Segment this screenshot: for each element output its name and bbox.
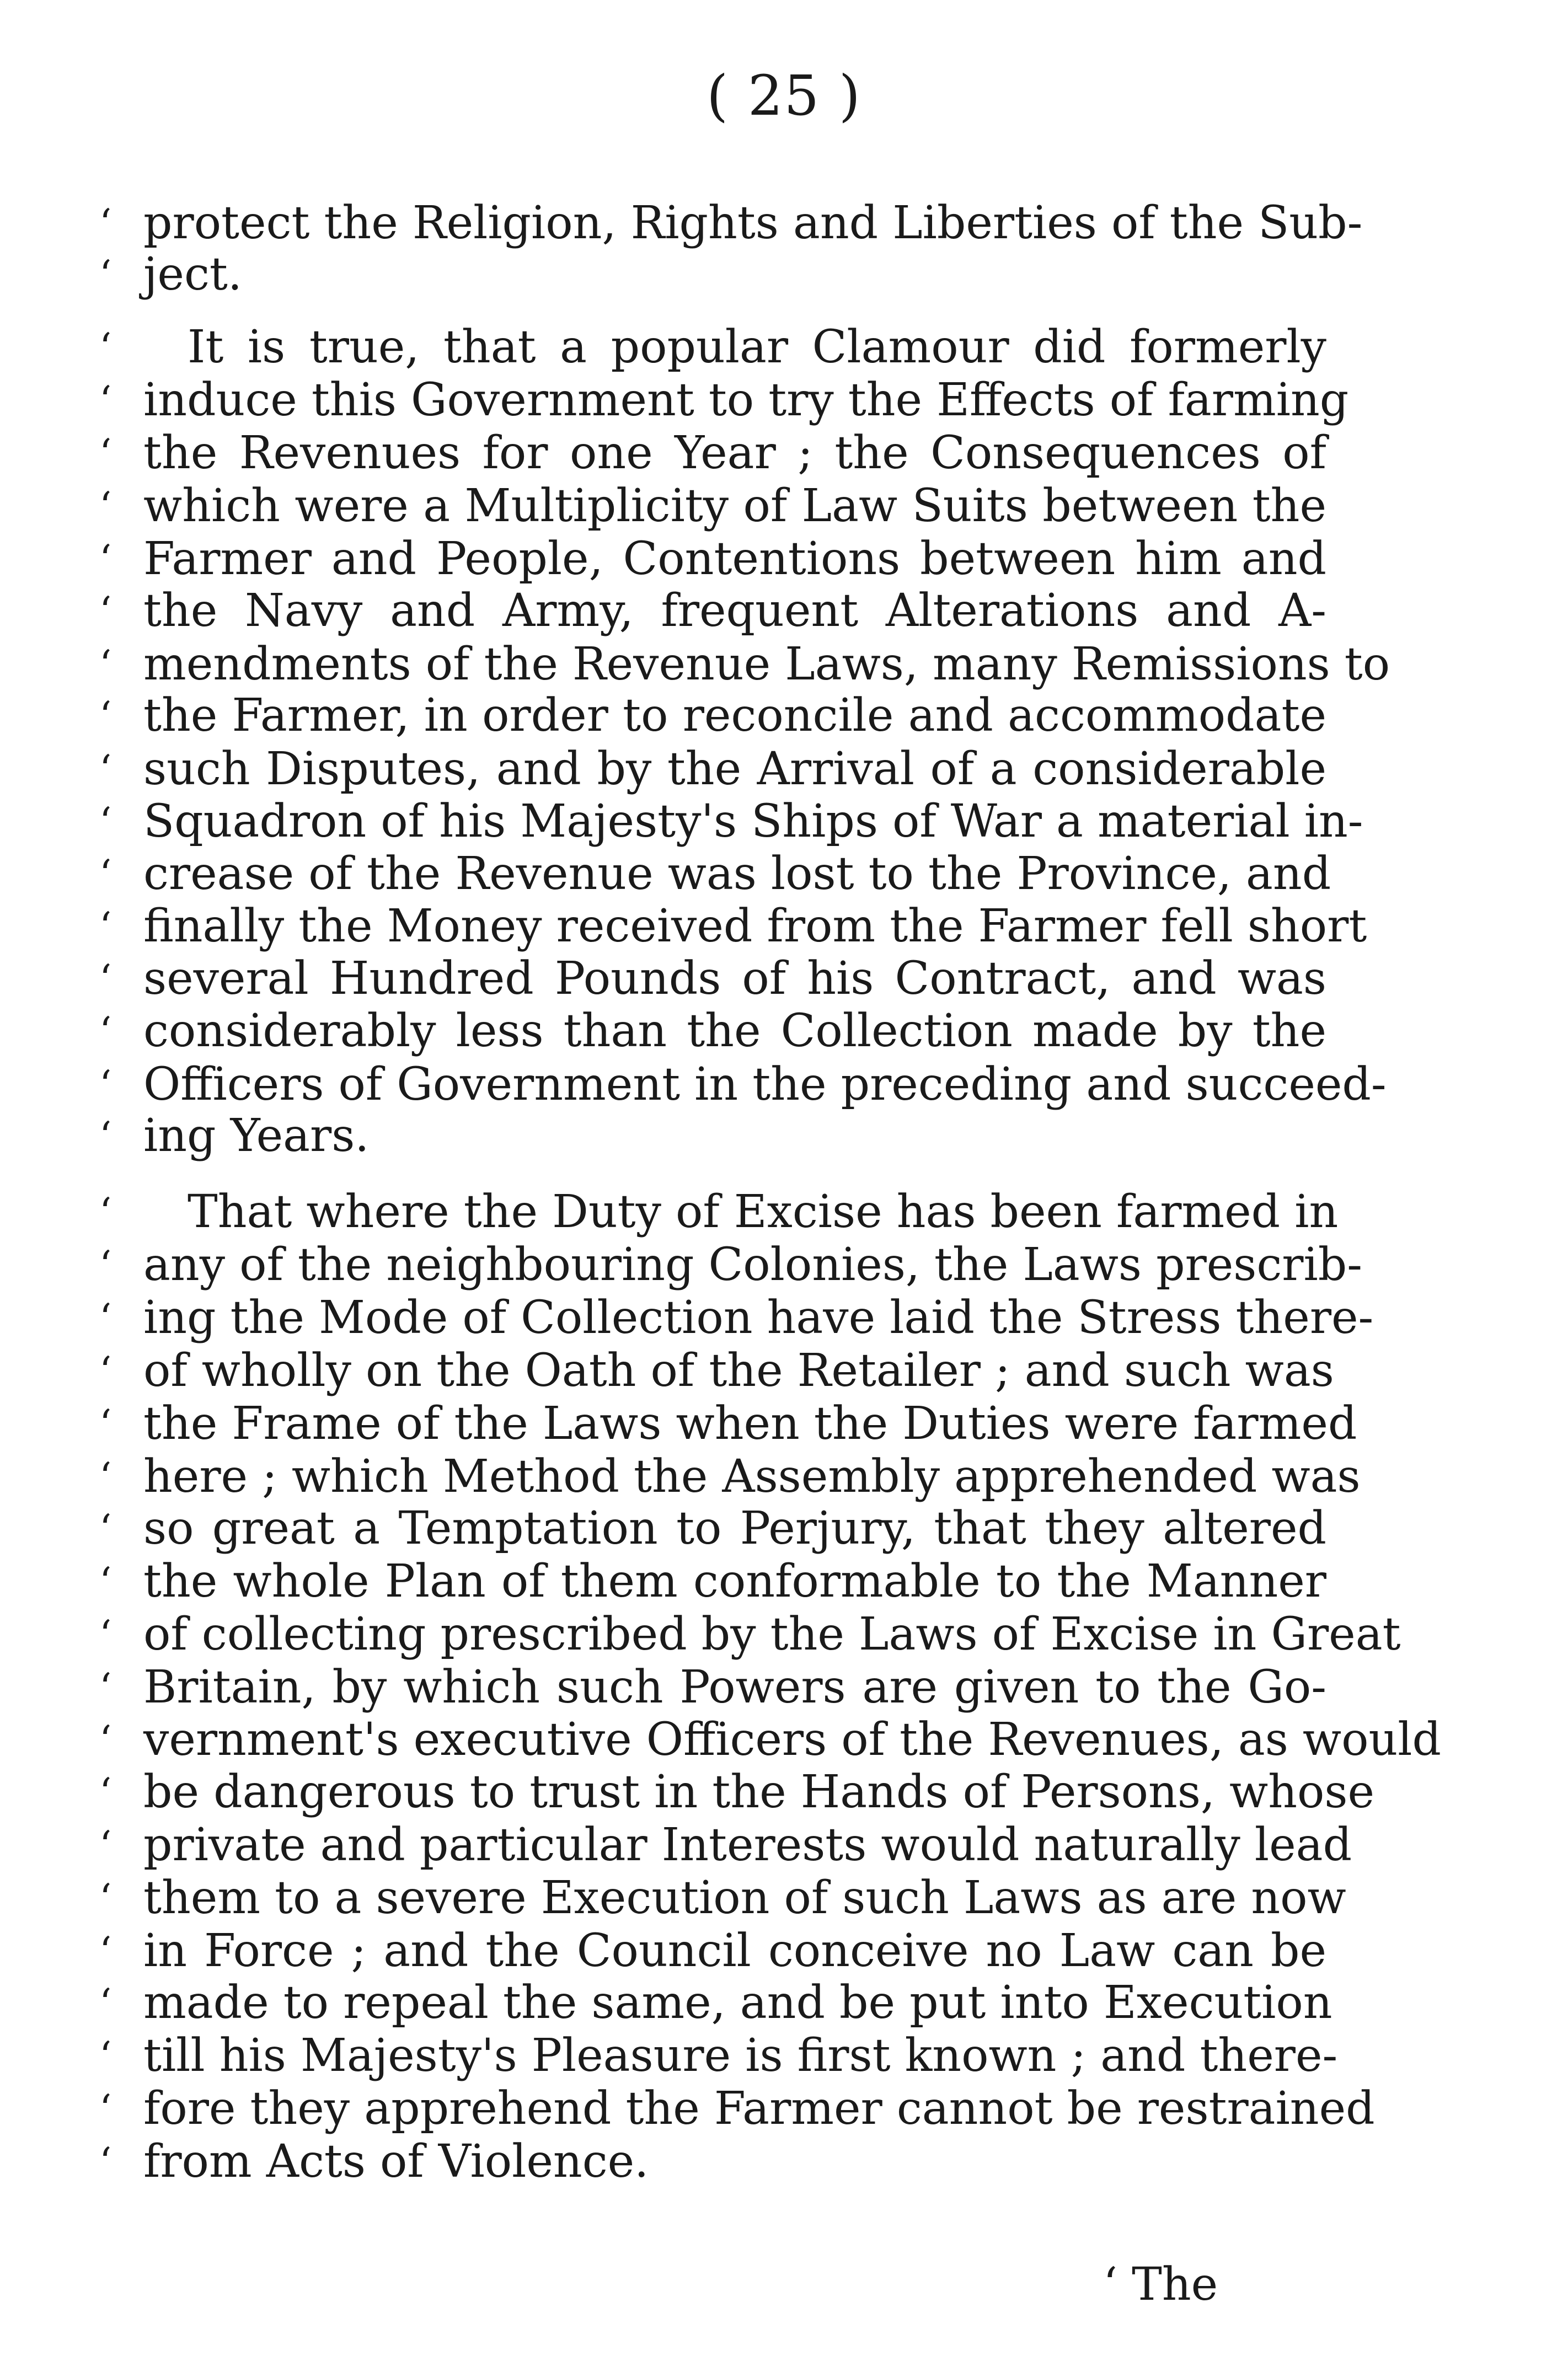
quote-mark: ‘ xyxy=(99,1295,112,1341)
line-text: from Acts of Violence. xyxy=(143,2135,649,2188)
quote-mark: ‘ xyxy=(99,537,112,582)
text-line xyxy=(99,1004,1495,1059)
text-line xyxy=(99,1765,1495,1820)
quote-mark: ‘ xyxy=(99,1559,112,1604)
line-text: in Force ; and the Council conceive no Law can be xyxy=(143,1925,1326,1977)
text-line xyxy=(99,1185,1495,1240)
text-line xyxy=(99,951,1495,1006)
catchword: ‘ The xyxy=(1103,2258,1218,2311)
quote-mark: ‘ xyxy=(99,1929,112,1974)
text-line xyxy=(99,583,1495,639)
text-line xyxy=(99,479,1495,534)
text-line xyxy=(99,637,1495,692)
line-text: Squadron of his Majesty's Ships of War a material in- xyxy=(143,795,1363,848)
text-line xyxy=(99,899,1495,954)
line-text: That where the Duty of Excise has been farmed in xyxy=(188,1186,1339,1238)
quote-mark: ‘ xyxy=(99,799,112,844)
text-line xyxy=(99,2028,1495,2084)
text-line xyxy=(99,1871,1495,1926)
text-line xyxy=(99,1238,1495,1293)
quote-mark: ‘ xyxy=(99,904,112,949)
quote-mark: ‘ xyxy=(99,252,112,297)
quote-mark: ‘ xyxy=(99,1717,112,1763)
quote-mark: ‘ xyxy=(99,1770,112,1815)
text-line xyxy=(99,794,1495,849)
text-line xyxy=(99,1818,1495,1873)
text-line xyxy=(99,2081,1495,2137)
quote-mark: ‘ xyxy=(99,1612,112,1657)
line-text: ject. xyxy=(143,248,242,301)
quote-mark: ‘ xyxy=(99,852,112,897)
text-line xyxy=(99,1501,1495,1556)
line-text: Britain, by which such Powers are given to the Go- xyxy=(143,1661,1326,1714)
line-text: here ; which Method the Assembly apprehended was xyxy=(143,1450,1361,1503)
line-text: protect the Religion, Rights and Liberties of the Sub- xyxy=(143,197,1363,249)
quote-mark: ‘ xyxy=(99,1454,112,1500)
line-text: made to repeal the same, and be put into Execution xyxy=(143,1977,1332,2029)
text-line xyxy=(99,2134,1495,2189)
quote-mark: ‘ xyxy=(99,1876,112,1921)
quote-mark: ‘ xyxy=(99,2139,112,2184)
quote-mark: ‘ xyxy=(99,693,112,738)
quote-mark: ‘ xyxy=(99,201,112,246)
line-text: Farmer and People, Contentions between him and xyxy=(143,533,1326,585)
line-text: crease of the Revenue was lost to the Province, and xyxy=(143,848,1331,900)
text-line xyxy=(99,1057,1495,1112)
quote-mark: ‘ xyxy=(99,1009,112,1054)
text-line xyxy=(99,1924,1495,1979)
text-line xyxy=(99,1291,1495,1346)
line-text: private and particular Interests would naturally lead xyxy=(143,1819,1352,1871)
line-text: which were a Multiplicity of Law Suits between the xyxy=(143,480,1326,532)
quote-mark: ‘ xyxy=(99,325,112,370)
quote-mark: ‘ xyxy=(99,1980,112,2026)
quote-mark: ‘ xyxy=(99,2033,112,2079)
text-line xyxy=(99,1109,1495,1164)
quote-mark: ‘ xyxy=(99,1823,112,1868)
quote-mark: ‘ xyxy=(99,1506,112,1551)
line-text: the Farmer, in order to reconcile and accommodate xyxy=(143,689,1326,742)
quote-mark: ‘ xyxy=(99,1113,112,1159)
quote-mark: ‘ xyxy=(99,1348,112,1394)
line-text: fore they apprehend the Farmer cannot be restrained xyxy=(143,2082,1375,2135)
line-text: the whole Plan of them conformable to the Manner xyxy=(143,1555,1326,1608)
text-line xyxy=(99,847,1495,902)
text-line xyxy=(99,1554,1495,1609)
line-text: of collecting prescribed by the Laws of Excise in Great xyxy=(143,1608,1401,1661)
quote-mark: ‘ xyxy=(99,484,112,529)
line-text: Officers of Government in the preceding and succeed- xyxy=(143,1058,1387,1111)
text-line xyxy=(99,320,1495,375)
text-line xyxy=(99,1396,1495,1452)
line-text: so great a Temptation to Perjury, that they altered xyxy=(143,1502,1326,1555)
line-text: them to a severe Execution of such Laws as are now xyxy=(143,1872,1346,1924)
line-text: induce this Government to try the Effects of farming xyxy=(143,374,1349,426)
line-text: any of the neighbouring Colonies, the Laws prescrib- xyxy=(143,1239,1362,1291)
text-line xyxy=(99,532,1495,587)
text-line xyxy=(99,1975,1495,2031)
line-text: the Revenues for one Year ; the Consequences of xyxy=(143,427,1326,479)
text-line xyxy=(99,1712,1495,1768)
line-text: till his Majesty's Pleasure is first known ; and there- xyxy=(143,2030,1338,2082)
quote-mark: ‘ xyxy=(99,2086,112,2132)
line-text: ing Years. xyxy=(143,1110,370,1162)
line-text: be dangerous to trust in the Hands of Persons, whose xyxy=(143,1766,1375,1818)
text-line xyxy=(99,688,1495,743)
text-line xyxy=(99,426,1495,481)
line-text: considerably less than the Collection made by the xyxy=(143,1005,1326,1057)
quote-mark: ‘ xyxy=(99,1665,112,1710)
line-text: several Hundred Pounds of his Contract, and was xyxy=(143,952,1326,1005)
quote-mark: ‘ xyxy=(99,431,112,476)
line-text: of wholly on the Oath of the Retailer ; and such was xyxy=(143,1345,1334,1397)
quote-mark: ‘ xyxy=(99,588,112,634)
quote-mark: ‘ xyxy=(99,642,112,687)
text-line xyxy=(99,1343,1495,1399)
text-line xyxy=(99,1660,1495,1715)
quote-mark: ‘ xyxy=(99,1243,112,1288)
page-number: ( 25 ) xyxy=(707,63,861,128)
text-line xyxy=(99,742,1495,797)
line-text: the Frame of the Laws when the Duties were farmed xyxy=(143,1398,1357,1450)
text-line xyxy=(99,196,1495,251)
line-text: vernment's executive Officers of the Revenues, as would xyxy=(143,1714,1441,1766)
quote-mark: ‘ xyxy=(99,956,112,1002)
text-line xyxy=(99,1449,1495,1504)
line-text: such Disputes, and by the Arrival of a considerable xyxy=(143,743,1326,795)
text-line xyxy=(99,373,1495,428)
line-text: finally the Money received from the Farmer fell short xyxy=(143,900,1367,952)
quote-mark: ‘ xyxy=(99,747,112,792)
text-line xyxy=(99,247,1495,302)
quote-mark: ‘ xyxy=(99,1062,112,1107)
text-line xyxy=(99,1607,1495,1662)
quote-mark: ‘ xyxy=(99,1401,112,1447)
quote-mark: ‘ xyxy=(99,1190,112,1235)
line-text: the Navy and Army, frequent Alterations and A- xyxy=(143,585,1326,637)
line-text: ing the Mode of Collection have laid the Stress there- xyxy=(143,1292,1374,1344)
line-text: It is true, that a popular Clamour did formerly xyxy=(188,321,1326,373)
quote-mark: ‘ xyxy=(99,378,112,423)
line-text: mendments of the Revenue Laws, many Remissions to xyxy=(143,638,1390,690)
